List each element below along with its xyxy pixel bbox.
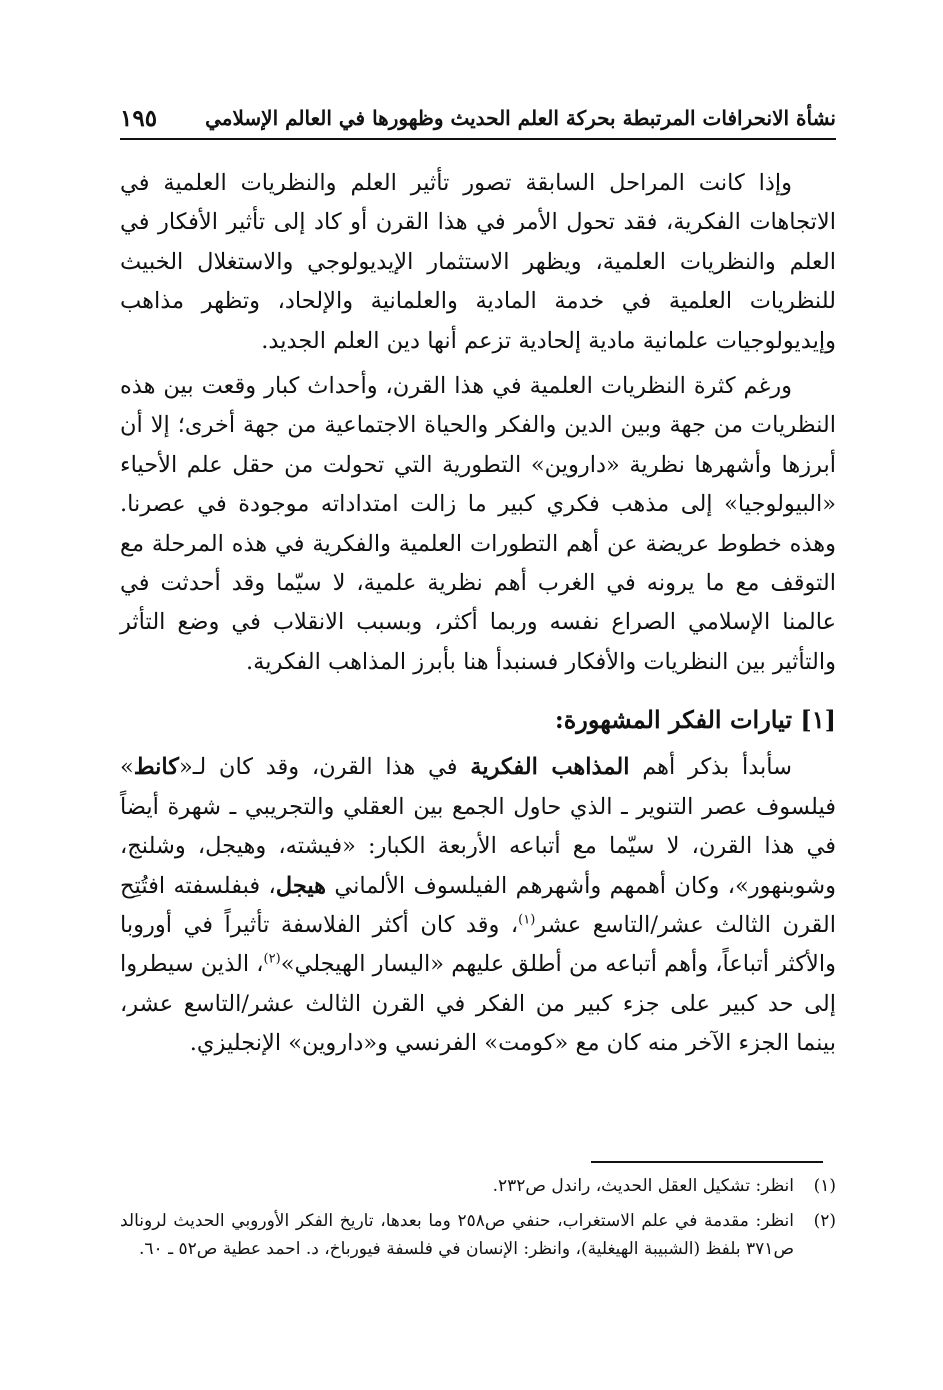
p3-bold-hegel: هيجل xyxy=(275,872,326,899)
p3-text-4: ، فبفلسفته افتُتِح القرن الثالث عشر/التاسع عشر xyxy=(120,872,836,938)
running-header xyxy=(120,98,836,140)
footnote-separator xyxy=(591,1161,823,1163)
p3-text-3: » فيلسوف عصر التنوير ـ الذي حاول الجمع بين العقلي والتجريبي ـ شهرة أيضاً في هذا القرن، لا سيّما مع أتباعه الأربعة الكبار: «فيشته، وهيجل، وشلنج، وشوبنهور»، وكان أهمهم وأشهرهم الفيلسوف الألماني xyxy=(120,754,837,899)
paragraph-2: ورغم كثرة النظريات العلمية في هذا القرن، وأحداث كبار وقعت بين هذه النظريات من جهة وبين الدين والفكر والحياة الاجتماعية من جهة أخرى؛ إلا أن أبرزها وأشهرها نظرية «داروين» التطورية التي تحولت من حقل علم الأحياء «البيولوجيا» إلى مذهب فكري كبير ما زالت امتداداته موجودة في عصرنا. وهذه خطوط عريضة عن أهم التطورات العلمية والفكرية في هذه المرحلة مع التوقف مع ما يرونه في الغرب أهم نظرية علمية، لا سيّما وقد أحدثت في عالمنا الإسلامي الصراع نفسه وربما أكثر، وبسبب الانقلاب في وضع التأثر والتأثير بين النظريات والأفكار فسنبدأ هنا بأبرز المذاهب الفكرية. xyxy=(120,373,836,675)
p3-text-1: سأبدأ بذكر أهم xyxy=(629,754,792,781)
page-number: ١٩٥ xyxy=(120,104,158,132)
footnote-2 xyxy=(120,1207,836,1264)
p3-text-6: ، الذين سيطروا إلى حد كبير على جزء كبير من الفكر في القرن الثالث عشر/التاسع عشر، بينما الجزء الآخر منه كان مع «كومت» الفرنسي و«داروين» الإنجليزي. xyxy=(120,951,836,1057)
paragraph-3 xyxy=(120,748,836,1063)
paragraph-1: وإذا كانت المراحل السابقة تصور تأثير العلم والنظريات العلمية في الاتجاهات الفكرية، فقد تحول الأمر في هذا القرن أو كاد إلى تأثير الأفكار في العلم والنظريات العلمية، ويظهر الاستثمار الإيديولوجي والاستغلال الخبيث للنظريات العلمية في خدمة المادية والعلمانية والإلحاد، وتظهر مذاهب وإيديولوجيات علمانية مادية إلحادية تزعم أنها دين العلم الجديد. xyxy=(120,170,836,354)
p3-text-2: في هذا القرن، وقد كان لـ« xyxy=(178,754,471,781)
footnote-marker: (٢) xyxy=(813,1210,836,1231)
body-text xyxy=(120,164,836,1064)
footnotes xyxy=(120,1172,836,1270)
p3-bold-intellectual-schools: المذاهب الفكرية xyxy=(470,754,630,781)
footnote-ref-1: (١) xyxy=(518,912,536,928)
p3-text-5: ، وقد كان أكثر الفلاسفة تأثيراً في أوروبا والأكثر أتباعاً، وأهم أتباعه من أطلق عليهم «اليسار الهيجلي» xyxy=(120,911,836,978)
p3-bold-kant: كانط xyxy=(133,754,179,781)
section-heading: [١] تيارات الفكر المشهورة: xyxy=(554,705,836,735)
footnote-text: انظر: تشكيل العقل الحديث، راندل ص٢٣٢. xyxy=(492,1176,794,1196)
footnote-ref-2: (٢) xyxy=(263,951,281,967)
running-title: نشأة الانحرافات المرتبطة بحركة العلم الحديث وظهورها في العالم الإسلامي xyxy=(205,106,836,130)
footnote-text: انظر: مقدمة في علم الاستغراب، حنفي ص٢٥٨ وما بعدها، تاريخ الفكر الأوروبي الحديث لرونالد ص٣٧١ بلفظ (الشبيبة الهيغلية)، وانظر: الإنسان في فلسفة فيورباخ، د. احمد عطية ص٥٢ ـ ٦٠. xyxy=(120,1210,794,1259)
footnote-1 xyxy=(120,1172,836,1201)
footnote-marker: (١) xyxy=(813,1176,836,1196)
